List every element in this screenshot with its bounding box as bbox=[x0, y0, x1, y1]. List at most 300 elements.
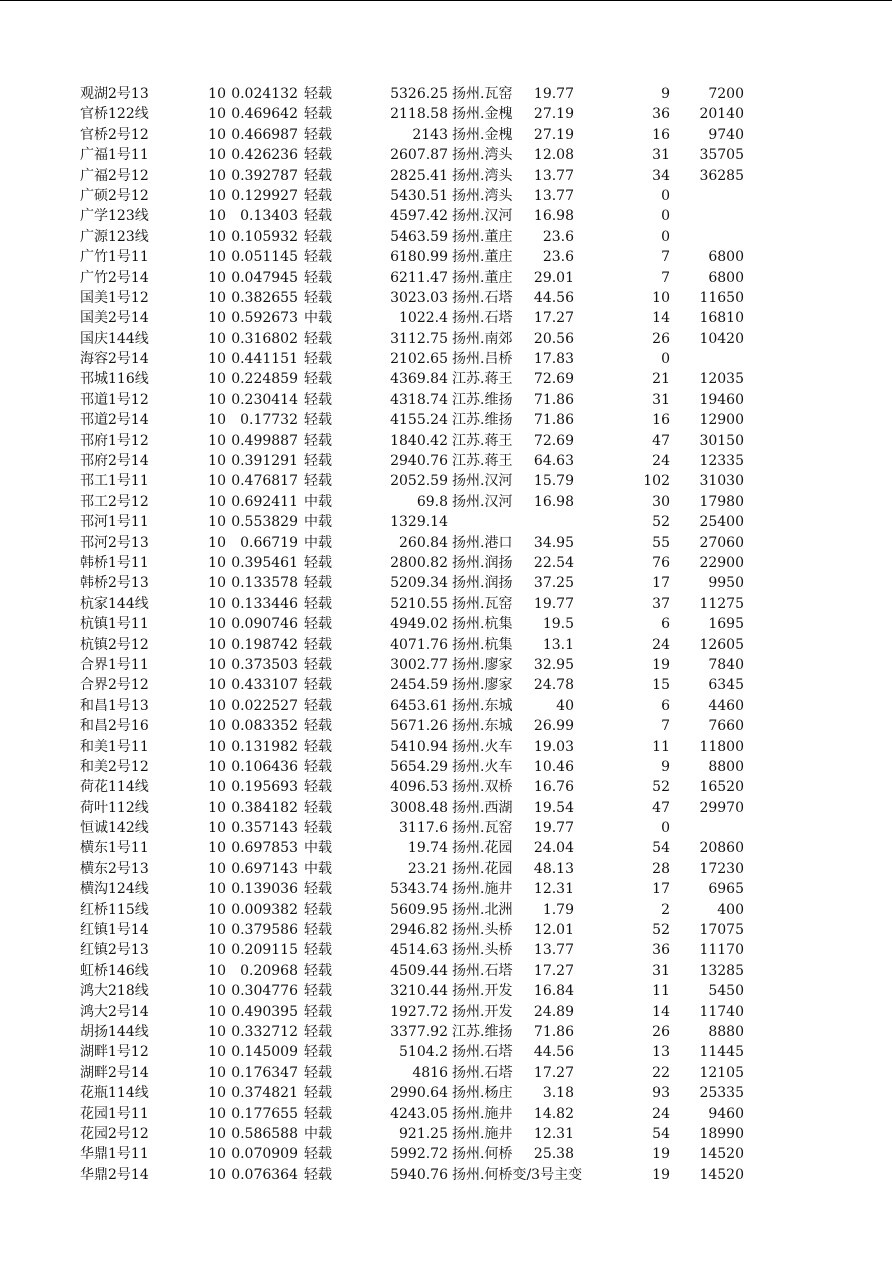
count-cell[interactable]: 14 bbox=[652, 310, 670, 327]
count-cell[interactable]: 47 bbox=[652, 799, 670, 816]
source-substation-cell[interactable]: 扬州.火车 bbox=[452, 738, 513, 755]
load-status-cell[interactable]: 轻载 bbox=[304, 820, 332, 837]
distance-cell[interactable]: 19.77 bbox=[533, 86, 574, 102]
voltage-cell[interactable]: 10 bbox=[208, 228, 226, 245]
load-rate-cell[interactable]: 0.469642 bbox=[231, 106, 298, 123]
distance-cell[interactable]: 19.77 bbox=[533, 820, 574, 837]
capacity-cell[interactable]: 14520 bbox=[699, 1146, 744, 1163]
source-substation-cell[interactable]: 扬州.廖家 bbox=[452, 677, 513, 694]
distance-cell[interactable]: 32.95 bbox=[533, 656, 574, 673]
line-name-cell[interactable]: 官桥2号12 bbox=[80, 126, 149, 143]
load-rate-cell[interactable]: 0.224859 bbox=[231, 371, 298, 388]
line-name-cell[interactable]: 恒诚142线 bbox=[80, 820, 149, 837]
length-cell[interactable]: 5410.94 bbox=[390, 738, 448, 755]
count-cell[interactable]: 11 bbox=[652, 983, 670, 1000]
count-cell[interactable]: 6 bbox=[661, 616, 670, 633]
line-name-cell[interactable]: 官桥122线 bbox=[80, 106, 149, 123]
count-cell[interactable]: 9 bbox=[661, 86, 670, 102]
count-cell[interactable]: 26 bbox=[652, 1023, 670, 1040]
length-cell[interactable]: 4597.42 bbox=[390, 208, 448, 225]
length-cell[interactable]: 5654.29 bbox=[390, 758, 448, 775]
line-name-cell[interactable]: 荷花114线 bbox=[80, 779, 149, 796]
distance-cell[interactable]: 12.31 bbox=[533, 881, 574, 898]
load-rate-cell[interactable]: 0.133578 bbox=[231, 575, 298, 592]
voltage-cell[interactable]: 10 bbox=[208, 493, 226, 510]
load-status-cell[interactable]: 轻载 bbox=[304, 677, 332, 694]
length-cell[interactable]: 260.84 bbox=[399, 534, 448, 551]
count-cell[interactable]: 24 bbox=[652, 453, 670, 470]
length-cell[interactable]: 1329.14 bbox=[390, 514, 448, 531]
load-status-cell[interactable]: 轻载 bbox=[304, 1085, 332, 1102]
load-rate-cell[interactable]: 0.230414 bbox=[231, 391, 298, 408]
line-name-cell[interactable]: 荷叶112线 bbox=[80, 799, 149, 816]
line-name-cell[interactable]: 华鼎1号11 bbox=[80, 1146, 149, 1163]
load-rate-cell[interactable]: 0.466987 bbox=[231, 126, 298, 143]
line-name-cell[interactable]: 邗府1号12 bbox=[80, 432, 149, 449]
line-name-cell[interactable]: 湖畔2号14 bbox=[80, 1064, 149, 1081]
voltage-cell[interactable]: 10 bbox=[208, 1125, 226, 1142]
line-name-cell[interactable]: 红镇2号13 bbox=[80, 942, 149, 959]
load-status-cell[interactable]: 轻载 bbox=[304, 636, 332, 653]
distance-cell[interactable]: 71.86 bbox=[533, 1023, 574, 1040]
length-cell[interactable]: 2946.82 bbox=[390, 922, 448, 939]
source-substation-cell[interactable]: 扬州.北洲 bbox=[452, 901, 513, 918]
source-substation-cell[interactable]: 扬州.湾头 bbox=[452, 187, 513, 204]
length-cell[interactable]: 6453.61 bbox=[390, 697, 448, 714]
source-substation-cell[interactable]: 扬州.汉河 bbox=[452, 493, 513, 510]
load-status-cell[interactable]: 轻载 bbox=[304, 616, 332, 633]
capacity-cell[interactable]: 20860 bbox=[699, 840, 744, 857]
length-cell[interactable]: 5609.95 bbox=[390, 901, 448, 918]
source-substation-cell[interactable]: 江苏.维扬 bbox=[452, 412, 513, 429]
source-substation-cell[interactable]: 扬州.杭集 bbox=[452, 636, 513, 653]
voltage-cell[interactable]: 10 bbox=[208, 840, 226, 857]
voltage-cell[interactable]: 10 bbox=[208, 881, 226, 898]
capacity-cell[interactable]: 4460 bbox=[708, 697, 744, 714]
line-name-cell[interactable]: 胡扬144线 bbox=[80, 1023, 149, 1040]
load-status-cell[interactable]: 轻载 bbox=[304, 453, 332, 470]
load-rate-cell[interactable]: 0.553829 bbox=[231, 514, 298, 531]
capacity-cell[interactable]: 25335 bbox=[699, 1085, 744, 1102]
count-cell[interactable]: 24 bbox=[652, 1105, 670, 1122]
source-substation-cell[interactable]: 扬州.廖家 bbox=[452, 656, 513, 673]
distance-cell[interactable]: 16.98 bbox=[533, 493, 574, 510]
load-status-cell[interactable]: 轻载 bbox=[304, 412, 332, 429]
length-cell[interactable]: 6180.99 bbox=[390, 249, 448, 266]
load-rate-cell[interactable]: 0.209115 bbox=[231, 942, 298, 959]
distance-cell[interactable]: 12.08 bbox=[533, 147, 574, 164]
length-cell[interactable]: 4514.63 bbox=[390, 942, 448, 959]
voltage-cell[interactable]: 10 bbox=[208, 473, 226, 490]
load-status-cell[interactable]: 轻载 bbox=[304, 718, 332, 735]
source-substation-cell[interactable]: 扬州.施井 bbox=[452, 881, 513, 898]
load-rate-cell[interactable]: 0.009382 bbox=[231, 901, 298, 918]
load-status-cell[interactable]: 轻载 bbox=[304, 86, 332, 102]
source-substation-cell[interactable]: 扬州.董庄 bbox=[452, 249, 513, 266]
load-rate-cell[interactable]: 0.476817 bbox=[231, 473, 298, 490]
distance-cell[interactable]: 19.77 bbox=[533, 595, 574, 612]
count-cell[interactable]: 0 bbox=[661, 208, 670, 225]
source-substation-cell[interactable]: 江苏.维扬 bbox=[452, 391, 513, 408]
length-cell[interactable]: 4155.24 bbox=[390, 412, 448, 429]
source-substation-cell[interactable]: 江苏.维扬 bbox=[452, 1023, 513, 1040]
line-name-cell[interactable]: 国美2号14 bbox=[80, 310, 149, 327]
load-rate-cell[interactable]: 0.145009 bbox=[231, 1044, 298, 1061]
length-cell[interactable]: 23.21 bbox=[407, 860, 448, 877]
line-name-cell[interactable]: 邗道2号14 bbox=[80, 412, 149, 429]
capacity-cell[interactable]: 29970 bbox=[699, 799, 744, 816]
line-name-cell[interactable]: 广竹1号11 bbox=[80, 249, 149, 266]
capacity-cell[interactable]: 8800 bbox=[708, 758, 744, 775]
load-rate-cell[interactable]: 0.392787 bbox=[231, 167, 298, 184]
load-status-cell[interactable]: 轻载 bbox=[304, 1166, 332, 1183]
load-status-cell[interactable]: 轻载 bbox=[304, 208, 332, 225]
length-cell[interactable]: 3210.44 bbox=[390, 983, 448, 1000]
load-status-cell[interactable]: 轻载 bbox=[304, 942, 332, 959]
load-rate-cell[interactable]: 0.592673 bbox=[231, 310, 298, 327]
capacity-cell[interactable]: 22900 bbox=[699, 554, 744, 571]
line-name-cell[interactable]: 花瓶114线 bbox=[80, 1085, 149, 1102]
line-name-cell[interactable]: 邗河2号13 bbox=[80, 534, 149, 551]
count-cell[interactable]: 36 bbox=[652, 106, 670, 123]
count-cell[interactable]: 102 bbox=[643, 473, 670, 490]
load-status-cell[interactable]: 轻载 bbox=[304, 371, 332, 388]
voltage-cell[interactable]: 10 bbox=[208, 554, 226, 571]
load-rate-cell[interactable]: 0.131982 bbox=[231, 738, 298, 755]
count-cell[interactable]: 47 bbox=[652, 432, 670, 449]
source-substation-cell[interactable]: 扬州.南郊 bbox=[452, 330, 513, 347]
capacity-cell[interactable]: 7840 bbox=[708, 656, 744, 673]
capacity-cell[interactable]: 400 bbox=[717, 901, 744, 918]
line-name-cell[interactable]: 湖畔1号12 bbox=[80, 1044, 149, 1061]
line-name-cell[interactable]: 鸿大2号14 bbox=[80, 1003, 149, 1020]
voltage-cell[interactable]: 10 bbox=[208, 983, 226, 1000]
voltage-cell[interactable]: 10 bbox=[208, 1105, 226, 1122]
line-name-cell[interactable]: 广福2号12 bbox=[80, 167, 149, 184]
count-cell[interactable]: 16 bbox=[652, 126, 670, 143]
length-cell[interactable]: 5209.34 bbox=[390, 575, 448, 592]
load-rate-cell[interactable]: 0.13403 bbox=[240, 208, 298, 225]
length-cell[interactable]: 2990.64 bbox=[390, 1085, 448, 1102]
distance-cell[interactable]: 12.01 bbox=[533, 922, 574, 939]
capacity-cell[interactable]: 13285 bbox=[699, 962, 744, 979]
count-cell[interactable]: 14 bbox=[652, 1003, 670, 1020]
load-status-cell[interactable]: 轻载 bbox=[304, 595, 332, 612]
load-rate-cell[interactable]: 0.139036 bbox=[231, 881, 298, 898]
count-cell[interactable]: 19 bbox=[652, 1166, 670, 1183]
count-cell[interactable]: 7 bbox=[661, 718, 670, 735]
load-rate-cell[interactable]: 0.384182 bbox=[231, 799, 298, 816]
source-substation-cell[interactable]: 扬州.汉河 bbox=[452, 208, 513, 225]
load-rate-cell[interactable]: 0.395461 bbox=[231, 554, 298, 571]
source-substation-cell[interactable]: 江苏.蒋王 bbox=[452, 371, 513, 388]
source-substation-cell[interactable]: 扬州.花园 bbox=[452, 840, 513, 857]
length-cell[interactable]: 4369.84 bbox=[390, 371, 448, 388]
capacity-cell[interactable]: 36285 bbox=[699, 167, 744, 184]
count-cell[interactable]: 19 bbox=[652, 1146, 670, 1163]
voltage-cell[interactable]: 10 bbox=[208, 901, 226, 918]
load-status-cell[interactable]: 轻载 bbox=[304, 1105, 332, 1122]
load-rate-cell[interactable]: 0.17732 bbox=[240, 412, 298, 429]
length-cell[interactable]: 2454.59 bbox=[390, 677, 448, 694]
count-cell[interactable]: 22 bbox=[652, 1064, 670, 1081]
capacity-cell[interactable]: 30150 bbox=[699, 432, 744, 449]
voltage-cell[interactable]: 10 bbox=[208, 697, 226, 714]
load-rate-cell[interactable]: 0.106436 bbox=[231, 758, 298, 775]
distance-cell[interactable]: 17.83 bbox=[533, 351, 574, 368]
load-rate-cell[interactable]: 0.490395 bbox=[231, 1003, 298, 1020]
voltage-cell[interactable]: 10 bbox=[208, 412, 226, 429]
count-cell[interactable]: 0 bbox=[661, 351, 670, 368]
length-cell[interactable]: 2143 bbox=[412, 126, 448, 143]
capacity-cell[interactable]: 20140 bbox=[699, 106, 744, 123]
distance-cell[interactable]: 3.18 bbox=[542, 1085, 574, 1102]
load-status-cell[interactable]: 轻载 bbox=[304, 1023, 332, 1040]
source-substation-cell[interactable]: 扬州.东城 bbox=[452, 718, 513, 735]
capacity-cell[interactable]: 11650 bbox=[699, 289, 744, 306]
length-cell[interactable]: 5104.2 bbox=[399, 1044, 448, 1061]
line-name-cell[interactable]: 红桥115线 bbox=[80, 901, 149, 918]
distance-cell[interactable]: 64.63 bbox=[533, 453, 574, 470]
load-rate-cell[interactable]: 0.051145 bbox=[231, 249, 298, 266]
source-substation-cell[interactable]: 扬州.何桥 bbox=[452, 1146, 513, 1163]
load-rate-cell[interactable]: 0.426236 bbox=[231, 147, 298, 164]
distance-cell[interactable]: 14.82 bbox=[533, 1105, 574, 1122]
length-cell[interactable]: 3377.92 bbox=[390, 1023, 448, 1040]
count-cell[interactable]: 19 bbox=[652, 656, 670, 673]
source-substation-cell[interactable]: 扬州.开发 bbox=[452, 983, 513, 1000]
source-substation-cell[interactable]: 扬州.施井 bbox=[452, 1125, 513, 1142]
line-name-cell[interactable]: 和昌1号13 bbox=[80, 697, 149, 714]
distance-cell[interactable]: 19.5 bbox=[542, 616, 574, 633]
count-cell[interactable]: 52 bbox=[652, 514, 670, 531]
load-status-cell[interactable]: 轻载 bbox=[304, 697, 332, 714]
voltage-cell[interactable]: 10 bbox=[208, 453, 226, 470]
distance-cell[interactable]: 19.54 bbox=[533, 799, 574, 816]
capacity-cell[interactable]: 7660 bbox=[708, 718, 744, 735]
count-cell[interactable]: 15 bbox=[652, 677, 670, 694]
distance-cell[interactable]: 44.56 bbox=[533, 289, 574, 306]
length-cell[interactable]: 4949.02 bbox=[390, 616, 448, 633]
source-substation-cell[interactable]: 扬州.石塔 bbox=[452, 962, 513, 979]
voltage-cell[interactable]: 10 bbox=[208, 738, 226, 755]
load-rate-cell[interactable]: 0.357143 bbox=[231, 820, 298, 837]
voltage-cell[interactable]: 10 bbox=[208, 636, 226, 653]
capacity-cell[interactable]: 31030 bbox=[699, 473, 744, 490]
line-name-cell[interactable]: 广硕2号12 bbox=[80, 187, 149, 204]
count-cell[interactable]: 30 bbox=[652, 493, 670, 510]
load-status-cell[interactable]: 中载 bbox=[304, 310, 332, 327]
capacity-cell[interactable]: 12335 bbox=[699, 453, 744, 470]
load-status-cell[interactable]: 轻载 bbox=[304, 228, 332, 245]
source-substation-cell[interactable]: 扬州.头桥 bbox=[452, 922, 513, 939]
length-cell[interactable]: 921.25 bbox=[399, 1125, 448, 1142]
source-substation-cell[interactable]: 扬州.双桥 bbox=[452, 779, 513, 796]
count-cell[interactable]: 54 bbox=[652, 840, 670, 857]
distance-cell[interactable]: 17.27 bbox=[533, 310, 574, 327]
distance-cell[interactable]: 34.95 bbox=[533, 534, 574, 551]
voltage-cell[interactable]: 10 bbox=[208, 718, 226, 735]
source-substation-cell[interactable]: 扬州.董庄 bbox=[452, 269, 513, 286]
voltage-cell[interactable]: 10 bbox=[208, 962, 226, 979]
capacity-cell[interactable]: 27060 bbox=[699, 534, 744, 551]
source-substation-cell[interactable]: 扬州.董庄 bbox=[452, 228, 513, 245]
source-substation-cell[interactable]: 扬州.石塔 bbox=[452, 310, 513, 327]
load-status-cell[interactable]: 中载 bbox=[304, 860, 332, 877]
source-substation-cell[interactable]: 扬州.吕桥 bbox=[452, 351, 513, 368]
source-substation-cell[interactable]: 扬州.杨庄 bbox=[452, 1085, 513, 1102]
length-cell[interactable]: 1840.42 bbox=[390, 432, 448, 449]
load-rate-cell[interactable]: 0.133446 bbox=[231, 595, 298, 612]
source-substation-cell[interactable]: 扬州.润扬 bbox=[452, 575, 513, 592]
load-status-cell[interactable]: 轻载 bbox=[304, 351, 332, 368]
length-cell[interactable]: 2102.65 bbox=[390, 351, 448, 368]
load-rate-cell[interactable]: 0.316802 bbox=[231, 330, 298, 347]
line-name-cell[interactable]: 杭镇1号11 bbox=[80, 616, 149, 633]
load-status-cell[interactable]: 轻载 bbox=[304, 758, 332, 775]
source-substation-cell[interactable]: 扬州.瓦窑 bbox=[452, 595, 513, 612]
load-rate-cell[interactable]: 0.076364 bbox=[231, 1166, 298, 1183]
line-name-cell[interactable]: 和美2号12 bbox=[80, 758, 149, 775]
load-status-cell[interactable]: 轻载 bbox=[304, 330, 332, 347]
voltage-cell[interactable]: 10 bbox=[208, 758, 226, 775]
distance-cell[interactable]: 24.89 bbox=[533, 1003, 574, 1020]
load-status-cell[interactable]: 轻载 bbox=[304, 901, 332, 918]
line-name-cell[interactable]: 广学123线 bbox=[80, 208, 149, 225]
distance-cell[interactable]: 27.19 bbox=[533, 126, 574, 143]
length-cell[interactable]: 3023.03 bbox=[390, 289, 448, 306]
capacity-cell[interactable]: 9950 bbox=[708, 575, 744, 592]
capacity-cell[interactable]: 16810 bbox=[699, 310, 744, 327]
voltage-cell[interactable]: 10 bbox=[208, 187, 226, 204]
capacity-cell[interactable]: 11800 bbox=[699, 738, 744, 755]
line-name-cell[interactable]: 韩桥1号11 bbox=[80, 554, 149, 571]
length-cell[interactable]: 4096.53 bbox=[390, 779, 448, 796]
count-cell[interactable]: 76 bbox=[652, 554, 670, 571]
source-substation-cell[interactable]: 扬州.石塔 bbox=[452, 1064, 513, 1081]
length-cell[interactable]: 4071.76 bbox=[390, 636, 448, 653]
line-name-cell[interactable]: 横沟124线 bbox=[80, 881, 149, 898]
load-status-cell[interactable]: 轻载 bbox=[304, 473, 332, 490]
source-substation-cell[interactable]: 扬州.瓦窑 bbox=[452, 86, 513, 102]
load-status-cell[interactable]: 轻载 bbox=[304, 779, 332, 796]
capacity-cell[interactable]: 35705 bbox=[699, 147, 744, 164]
voltage-cell[interactable]: 10 bbox=[208, 371, 226, 388]
voltage-cell[interactable]: 10 bbox=[208, 330, 226, 347]
distance-cell[interactable]: 26.99 bbox=[533, 718, 574, 735]
load-rate-cell[interactable]: 0.177655 bbox=[231, 1105, 298, 1122]
load-status-cell[interactable]: 中载 bbox=[304, 1125, 332, 1142]
line-name-cell[interactable]: 杭家144线 bbox=[80, 595, 149, 612]
count-cell[interactable]: 6 bbox=[661, 697, 670, 714]
voltage-cell[interactable]: 10 bbox=[208, 289, 226, 306]
count-cell[interactable]: 26 bbox=[652, 330, 670, 347]
voltage-cell[interactable]: 10 bbox=[208, 942, 226, 959]
line-name-cell[interactable]: 横东1号11 bbox=[80, 840, 149, 857]
line-name-cell[interactable]: 广竹2号14 bbox=[80, 269, 149, 286]
length-cell[interactable]: 6211.47 bbox=[390, 269, 448, 286]
count-cell[interactable]: 17 bbox=[652, 881, 670, 898]
load-status-cell[interactable]: 轻载 bbox=[304, 962, 332, 979]
length-cell[interactable]: 2052.59 bbox=[390, 473, 448, 490]
count-cell[interactable]: 0 bbox=[661, 820, 670, 837]
line-name-cell[interactable]: 邗河1号11 bbox=[80, 514, 149, 531]
load-rate-cell[interactable]: 0.022527 bbox=[231, 697, 298, 714]
voltage-cell[interactable]: 10 bbox=[208, 147, 226, 164]
source-substation-cell[interactable]: 扬州.花园 bbox=[452, 860, 513, 877]
load-status-cell[interactable]: 轻载 bbox=[304, 554, 332, 571]
source-substation-cell[interactable]: 江苏.蒋王 bbox=[452, 432, 513, 449]
distance-cell[interactable]: 24.78 bbox=[533, 677, 574, 694]
count-cell[interactable]: 93 bbox=[652, 1085, 670, 1102]
voltage-cell[interactable]: 10 bbox=[208, 1003, 226, 1020]
length-cell[interactable]: 19.74 bbox=[407, 840, 448, 857]
distance-cell[interactable]: 16.98 bbox=[533, 208, 574, 225]
capacity-cell[interactable]: 18990 bbox=[699, 1125, 744, 1142]
load-rate-cell[interactable]: 0.198742 bbox=[231, 636, 298, 653]
capacity-cell[interactable]: 6800 bbox=[708, 269, 744, 286]
distance-cell[interactable]: 23.6 bbox=[542, 249, 574, 266]
load-status-cell[interactable]: 中载 bbox=[304, 840, 332, 857]
line-name-cell[interactable]: 和美1号11 bbox=[80, 738, 149, 755]
capacity-cell[interactable]: 11170 bbox=[699, 942, 744, 959]
source-substation-cell[interactable]: 扬州.湾头 bbox=[452, 167, 513, 184]
voltage-cell[interactable]: 10 bbox=[208, 575, 226, 592]
distance-cell[interactable]: 16.76 bbox=[533, 779, 574, 796]
distance-cell[interactable]: 23.6 bbox=[542, 228, 574, 245]
load-status-cell[interactable]: 轻载 bbox=[304, 147, 332, 164]
capacity-cell[interactable]: 17230 bbox=[699, 860, 744, 877]
count-cell[interactable]: 10 bbox=[652, 289, 670, 306]
count-cell[interactable]: 31 bbox=[652, 147, 670, 164]
source-substation-cell[interactable]: 扬州.火车 bbox=[452, 758, 513, 775]
load-status-cell[interactable]: 轻载 bbox=[304, 1044, 332, 1061]
count-cell[interactable]: 11 bbox=[652, 738, 670, 755]
voltage-cell[interactable]: 10 bbox=[208, 249, 226, 266]
line-name-cell[interactable]: 合界1号11 bbox=[80, 656, 149, 673]
source-substation-cell[interactable]: 扬州.东城 bbox=[452, 697, 513, 714]
voltage-cell[interactable]: 10 bbox=[208, 432, 226, 449]
source-substation-cell[interactable]: 扬州.石塔 bbox=[452, 289, 513, 306]
count-cell[interactable]: 37 bbox=[652, 595, 670, 612]
distance-cell[interactable]: 20.56 bbox=[533, 330, 574, 347]
line-name-cell[interactable]: 花园2号12 bbox=[80, 1125, 149, 1142]
count-cell[interactable]: 17 bbox=[652, 575, 670, 592]
capacity-cell[interactable]: 12605 bbox=[699, 636, 744, 653]
load-status-cell[interactable]: 轻载 bbox=[304, 269, 332, 286]
length-cell[interactable]: 2940.76 bbox=[390, 453, 448, 470]
source-substation-cell[interactable]: 扬州.润扬 bbox=[452, 554, 513, 571]
voltage-cell[interactable]: 10 bbox=[208, 595, 226, 612]
voltage-cell[interactable]: 10 bbox=[208, 106, 226, 123]
source-substation-cell[interactable]: 扬州.西湖 bbox=[452, 799, 513, 816]
load-rate-cell[interactable]: 0.20968 bbox=[240, 962, 298, 979]
capacity-cell[interactable]: 12105 bbox=[699, 1064, 744, 1081]
load-status-cell[interactable]: 轻载 bbox=[304, 738, 332, 755]
distance-cell[interactable]: 13.77 bbox=[533, 187, 574, 204]
length-cell[interactable]: 5992.72 bbox=[390, 1146, 448, 1163]
count-cell[interactable]: 7 bbox=[661, 269, 670, 286]
count-cell[interactable]: 52 bbox=[652, 922, 670, 939]
load-status-cell[interactable]: 中载 bbox=[304, 514, 332, 531]
load-status-cell[interactable]: 轻载 bbox=[304, 656, 332, 673]
distance-cell[interactable]: 16.84 bbox=[533, 983, 574, 1000]
length-cell[interactable]: 5463.59 bbox=[390, 228, 448, 245]
line-name-cell[interactable]: 韩桥2号13 bbox=[80, 575, 149, 592]
distance-cell[interactable]: 1.79 bbox=[542, 901, 574, 918]
capacity-cell[interactable]: 12035 bbox=[699, 371, 744, 388]
line-name-cell[interactable]: 国美1号12 bbox=[80, 289, 149, 306]
